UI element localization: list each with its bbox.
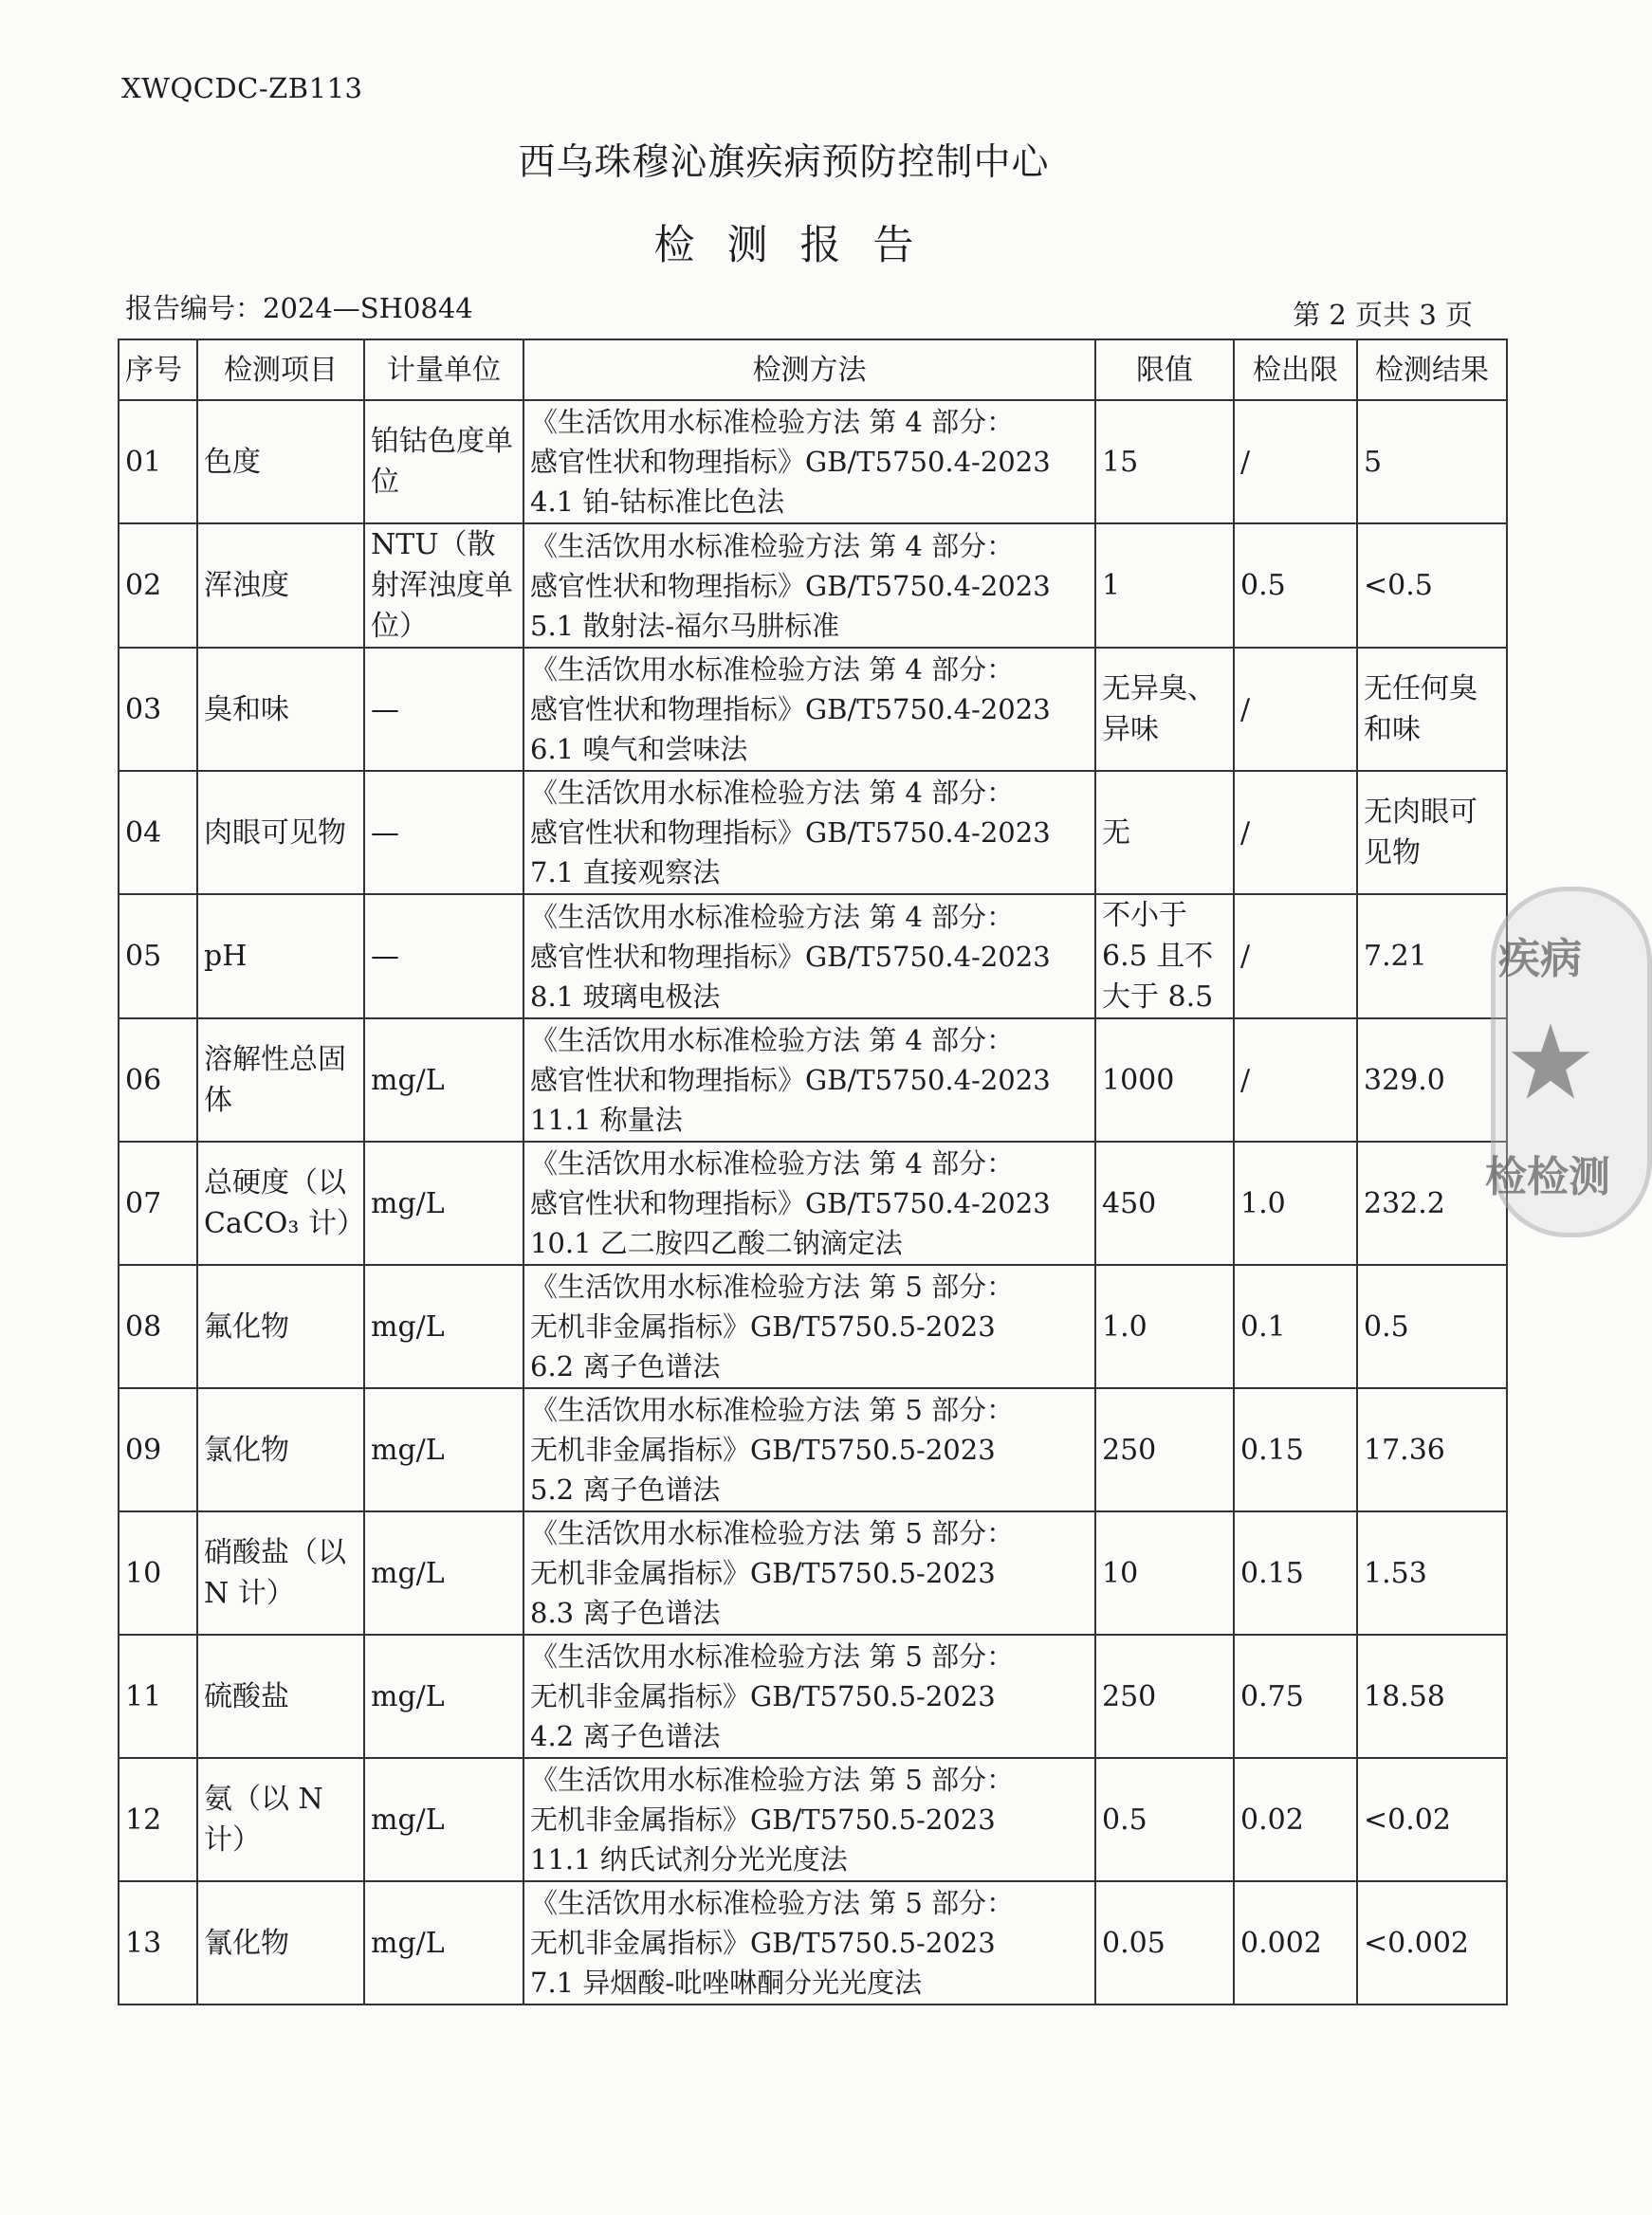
cell-no: 03 <box>119 648 197 771</box>
cell-detection-limit: 0.02 <box>1234 1758 1357 1881</box>
method-line: 感官性状和物理指标》GB/T5750.4-2023 <box>530 693 1051 725</box>
cell-method <box>523 1758 1095 1881</box>
method-line: 《生活饮用水标准检验方法 第 4 部分： <box>530 1147 1015 1180</box>
header-result: 检测结果 <box>1357 339 1507 400</box>
method-line: 11.1 纳氏试剂分光光度法 <box>530 1843 848 1876</box>
method-line: 4.2 离子色谱法 <box>530 1720 721 1752</box>
organization-name: 西乌珠穆沁旗疾病预防控制中心 <box>518 141 1050 184</box>
cell-detection-limit: / <box>1234 648 1357 771</box>
cell-item: 氯化物 <box>197 1388 364 1511</box>
header-no: 序号 <box>119 339 197 400</box>
method-line: 感官性状和物理指标》GB/T5750.4-2023 <box>530 816 1051 849</box>
cell-item: 总硬度（以 CaCO₃ 计） <box>197 1142 364 1265</box>
cell-no: 04 <box>119 771 197 894</box>
cell-item: 溶解性总固体 <box>197 1018 364 1142</box>
cell-limit: 1.0 <box>1095 1265 1234 1388</box>
seal-text-top: 疾病 <box>1498 935 1582 983</box>
method-line: 无机非金属指标》GB/T5750.5-2023 <box>530 1803 996 1836</box>
cell-detection-limit: / <box>1234 400 1357 523</box>
cell-limit: 0.5 <box>1095 1758 1234 1881</box>
cell-unit: mg/L <box>364 1018 523 1142</box>
cell-no: 01 <box>119 400 197 523</box>
cell-method <box>523 1388 1095 1511</box>
method-line: 7.1 异烟酸-吡唑啉酮分光光度法 <box>530 1967 923 1999</box>
method-line: 感官性状和物理指标》GB/T5750.4-2023 <box>530 940 1051 973</box>
cell-unit: mg/L <box>364 1142 523 1265</box>
cell-limit: 15 <box>1095 400 1234 523</box>
cell-detection-limit: 0.15 <box>1234 1511 1357 1635</box>
cell-no: 07 <box>119 1142 197 1265</box>
method-line: 《生活饮用水标准检验方法 第 5 部分： <box>530 1764 1015 1796</box>
header-method: 检测方法 <box>523 339 1095 400</box>
method-line: 无机非金属指标》GB/T5750.5-2023 <box>530 1557 996 1589</box>
method-line: 8.1 玻璃电极法 <box>530 979 721 1013</box>
method-line: 6.2 离子色谱法 <box>530 1350 721 1382</box>
method-line: 5.2 离子色谱法 <box>530 1474 721 1506</box>
cell-result: 232.2 <box>1357 1142 1507 1265</box>
cell-limit: 250 <box>1095 1388 1234 1511</box>
method-line: 无机非金属指标》GB/T5750.5-2023 <box>530 1310 996 1343</box>
cell-limit: 无 <box>1095 771 1234 894</box>
method-line: 5.1 散射法-福尔马肼标准 <box>530 609 840 642</box>
cell-method <box>523 523 1095 648</box>
cell-detection-limit: 0.1 <box>1234 1265 1357 1388</box>
cell-limit: 450 <box>1095 1142 1234 1265</box>
cell-item: 氟化物 <box>197 1265 364 1388</box>
table-row <box>119 648 1507 771</box>
cell-result: <0.02 <box>1357 1758 1507 1881</box>
method-line: 感官性状和物理指标》GB/T5750.4-2023 <box>530 569 1051 602</box>
cell-result: 5 <box>1357 400 1507 523</box>
cell-no: 09 <box>119 1388 197 1511</box>
cell-unit: mg/L <box>364 1881 523 2004</box>
cell-item: 氨（以 N 计） <box>197 1758 364 1881</box>
cell-method <box>523 1265 1095 1388</box>
cell-limit: 不小于 6.5 且不大于 8.5 <box>1095 894 1234 1018</box>
method-line: 《生活饮用水标准检验方法 第 5 部分： <box>530 1271 1015 1303</box>
table-row <box>119 1388 1507 1511</box>
cell-limit: 无异臭、异味 <box>1095 648 1234 771</box>
header-detection-limit: 检出限 <box>1234 339 1357 400</box>
cell-result: 329.0 <box>1357 1018 1507 1142</box>
cell-limit: 250 <box>1095 1635 1234 1758</box>
cell-result: <0.5 <box>1357 523 1507 648</box>
table-row <box>119 400 1507 523</box>
method-line: 4.1 铂-钴标准比色法 <box>530 485 785 518</box>
method-line: 《生活饮用水标准检验方法 第 4 部分： <box>530 1024 1015 1056</box>
report-number: 报告编号：2024—SH0844 <box>125 292 473 324</box>
cell-unit: mg/L <box>364 1388 523 1511</box>
cell-unit: mg/L <box>364 1758 523 1881</box>
table-row <box>119 771 1507 894</box>
method-line: 《生活饮用水标准检验方法 第 5 部分： <box>530 1887 1015 1919</box>
cell-item: 色度 <box>197 400 364 523</box>
cell-detection-limit: 0.002 <box>1234 1881 1357 2004</box>
method-line: 《生活饮用水标准检验方法 第 4 部分： <box>530 653 1015 686</box>
cell-item: 硝酸盐（以 N 计） <box>197 1511 364 1635</box>
cell-method <box>523 1511 1095 1635</box>
cell-result: 1.53 <box>1357 1511 1507 1635</box>
header-limit: 限值 <box>1095 339 1234 400</box>
cell-detection-limit: 0.75 <box>1234 1635 1357 1758</box>
cell-detection-limit: 0.15 <box>1234 1388 1357 1511</box>
method-line: 《生活饮用水标准检验方法 第 5 部分： <box>530 1640 1015 1673</box>
table-row <box>119 1511 1507 1635</box>
cell-result: 7.21 <box>1357 894 1507 1018</box>
method-line: 《生活饮用水标准检验方法 第 4 部分： <box>530 529 1015 562</box>
seal-star-icon <box>1508 1019 1593 1105</box>
table-row <box>119 894 1507 1018</box>
cell-unit: mg/L <box>364 1511 523 1635</box>
method-line: 无机非金属指标》GB/T5750.5-2023 <box>530 1434 996 1466</box>
method-line: 《生活饮用水标准检验方法 第 4 部分： <box>530 900 1015 933</box>
cell-detection-limit: 0.5 <box>1234 523 1357 648</box>
cell-no: 13 <box>119 1881 197 2004</box>
cell-result: 17.36 <box>1357 1388 1507 1511</box>
cell-no: 08 <box>119 1265 197 1388</box>
cell-item: 浑浊度 <box>197 523 364 648</box>
cell-detection-limit: / <box>1234 894 1357 1018</box>
header-item: 检测项目 <box>197 339 364 400</box>
cell-method <box>523 1635 1095 1758</box>
cell-detection-limit: 1.0 <box>1234 1142 1357 1265</box>
method-line: 《生活饮用水标准检验方法 第 5 部分： <box>530 1517 1015 1549</box>
cell-unit: — <box>364 771 523 894</box>
cell-item: pH <box>197 894 364 1018</box>
table-row <box>119 1635 1507 1758</box>
cell-item: 氰化物 <box>197 1881 364 2004</box>
method-line: 感官性状和物理指标》GB/T5750.4-2023 <box>530 1064 1051 1096</box>
cell-unit: — <box>364 894 523 1018</box>
method-line: 8.3 离子色谱法 <box>530 1597 721 1629</box>
cell-item: 硫酸盐 <box>197 1635 364 1758</box>
table-row <box>119 1142 1507 1265</box>
cell-no: 10 <box>119 1511 197 1635</box>
table-row <box>119 1758 1507 1881</box>
cell-no: 05 <box>119 894 197 1018</box>
cell-method <box>523 1018 1095 1142</box>
cell-limit: 1 <box>1095 523 1234 648</box>
cell-method <box>523 648 1095 771</box>
cell-unit: NTU（散射浑浊度单位） <box>364 523 523 648</box>
cell-no: 11 <box>119 1635 197 1758</box>
cell-no: 12 <box>119 1758 197 1881</box>
cell-limit: 1000 <box>1095 1018 1234 1142</box>
table-row <box>119 1018 1507 1142</box>
method-line: 无机非金属指标》GB/T5750.5-2023 <box>530 1927 996 1959</box>
method-line: 《生活饮用水标准检验方法 第 5 部分： <box>530 1394 1015 1426</box>
report-title: 检测报告 <box>653 222 946 269</box>
method-line: 6.1 嗅气和尝味法 <box>530 733 748 765</box>
cell-limit: 0.05 <box>1095 1881 1234 2004</box>
cell-unit: 铂钴色度单位 <box>364 400 523 523</box>
cell-method <box>523 1881 1095 2004</box>
method-line: 《生活饮用水标准检验方法 第 4 部分： <box>530 406 1015 438</box>
results-table <box>118 339 1508 2005</box>
document-code: XWQCDC-ZB113 <box>121 72 363 104</box>
cell-unit: mg/L <box>364 1635 523 1758</box>
page-indicator: 第 2 页共 3 页 <box>1293 299 1473 331</box>
cell-method <box>523 400 1095 523</box>
cell-limit: 10 <box>1095 1511 1234 1635</box>
method-line: 10.1 乙二胺四乙酸二钠滴定法 <box>530 1227 903 1259</box>
method-line: 无机非金属指标》GB/T5750.5-2023 <box>530 1680 996 1712</box>
cell-no: 02 <box>119 523 197 648</box>
cell-method <box>523 1142 1095 1265</box>
cell-item: 臭和味 <box>197 648 364 771</box>
cell-result: 无肉眼可见物 <box>1357 771 1507 894</box>
table-row <box>119 1265 1507 1388</box>
cell-detection-limit: / <box>1234 1018 1357 1142</box>
cell-detection-limit: / <box>1234 771 1357 894</box>
table-row <box>119 523 1507 648</box>
cell-result: 18.58 <box>1357 1635 1507 1758</box>
table-header-row <box>119 339 1507 400</box>
method-line: 《生活饮用水标准检验方法 第 4 部分： <box>530 777 1015 809</box>
method-line: 感官性状和物理指标》GB/T5750.4-2023 <box>530 446 1051 478</box>
table-row <box>119 1881 1507 2004</box>
cell-method <box>523 894 1095 1018</box>
cell-result: 无任何臭和味 <box>1357 648 1507 771</box>
header-unit: 计量单位 <box>364 339 523 400</box>
method-line: 感官性状和物理指标》GB/T5750.4-2023 <box>530 1187 1051 1219</box>
cell-result: 0.5 <box>1357 1265 1507 1388</box>
cell-unit: — <box>364 648 523 771</box>
method-line: 11.1 称量法 <box>530 1104 683 1136</box>
cell-item: 肉眼可见物 <box>197 771 364 894</box>
method-line: 7.1 直接观察法 <box>530 856 721 888</box>
cell-method <box>523 771 1095 894</box>
seal-text-bottom: 检检测 <box>1485 1153 1610 1201</box>
cell-unit: mg/L <box>364 1265 523 1388</box>
cell-result: <0.002 <box>1357 1881 1507 2004</box>
cell-no: 06 <box>119 1018 197 1142</box>
